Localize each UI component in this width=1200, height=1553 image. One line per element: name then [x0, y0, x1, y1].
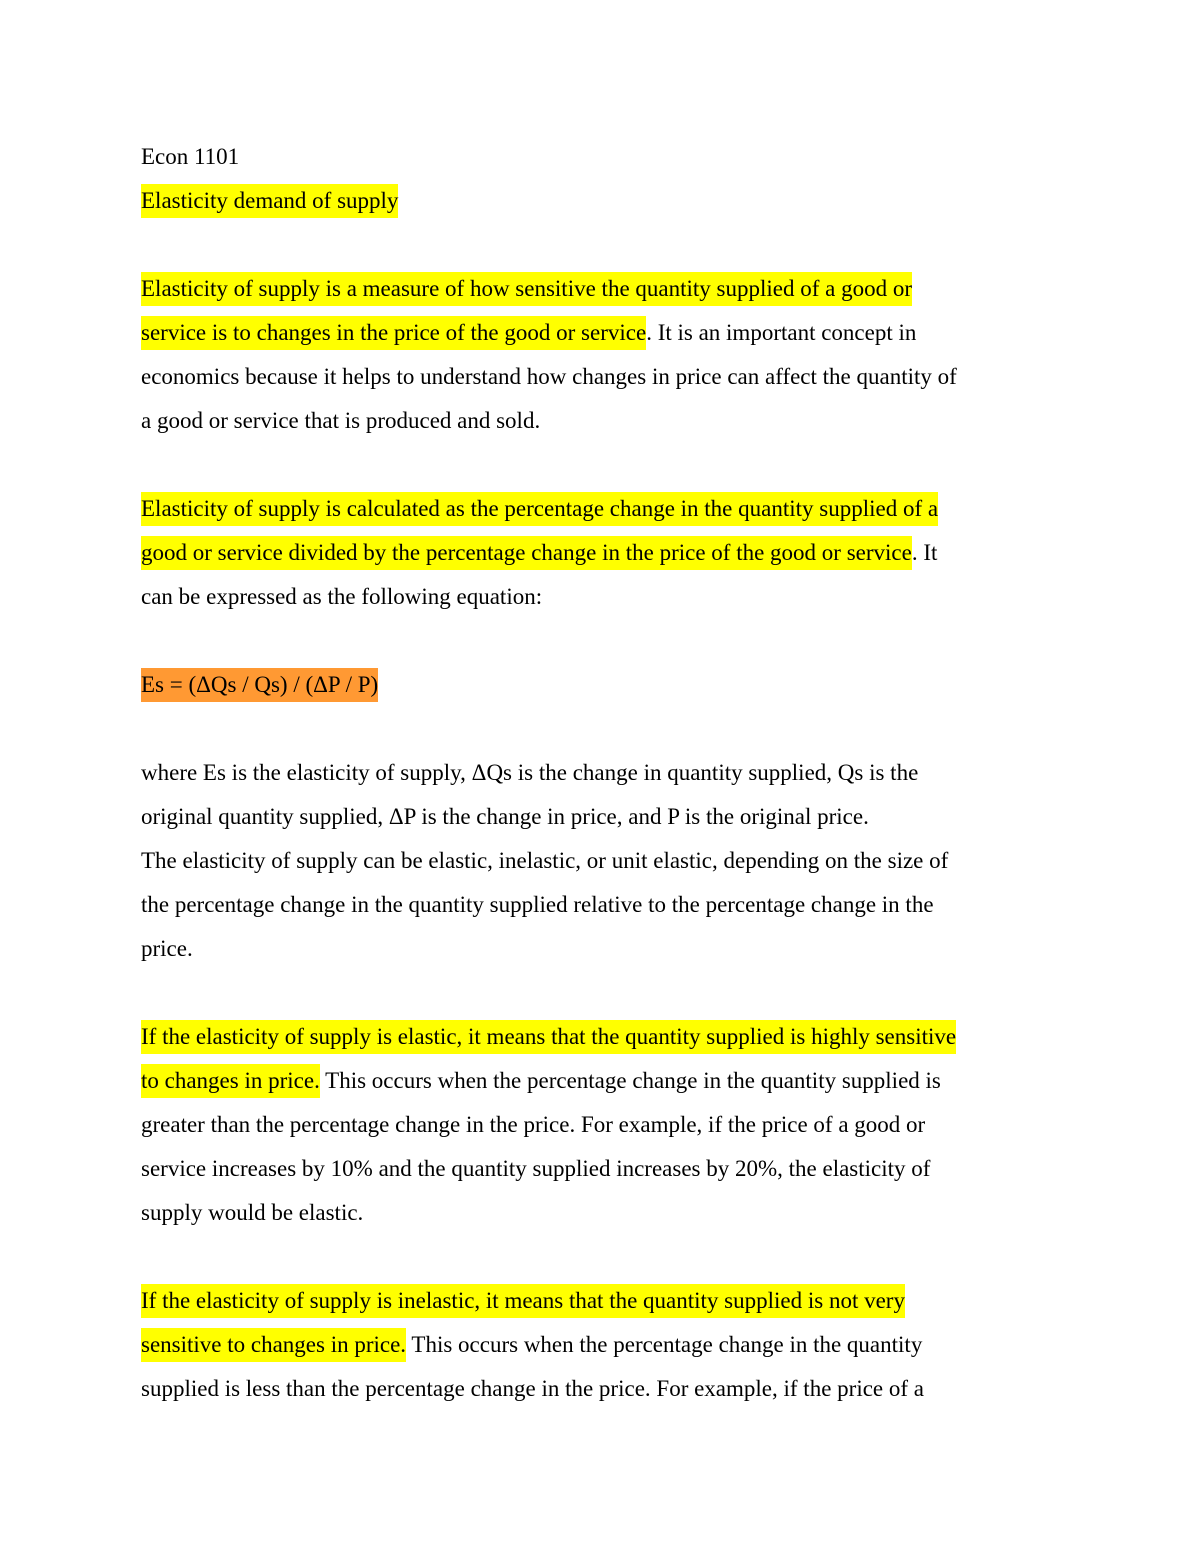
body-text: supplied is less than the percentage change in the price. For example, if the price of a [141, 1376, 924, 1401]
text-line [141, 751, 1061, 795]
blank-line [141, 223, 1061, 267]
body-text: . It is an important concept in [646, 320, 917, 345]
blank-line [141, 619, 1061, 663]
body-text: a good or service that is produced and sold. [141, 408, 541, 433]
blank-line [141, 971, 1061, 1015]
text-line [141, 1015, 1061, 1059]
body-text: This occurs when the percentage change in the quantity [406, 1332, 923, 1357]
text-line [141, 839, 1061, 883]
blank-line [141, 707, 1061, 751]
body-text: . It [911, 540, 938, 565]
body-text: Econ 1101 [141, 144, 240, 169]
text-line [141, 795, 1061, 839]
body-text: can be expressed as the following equation: [141, 584, 543, 609]
highlighted-text: to changes in price. [141, 1064, 320, 1098]
text-line [141, 487, 1061, 531]
text-line [141, 927, 1061, 971]
body-text: supply would be elastic. [141, 1200, 364, 1225]
body-text: the percentage change in the quantity supplied relative to the percentage change in the [141, 892, 934, 917]
text-line [141, 883, 1061, 927]
text-line [141, 267, 1061, 311]
body-text: greater than the percentage change in the price. For example, if the price of a good or [141, 1112, 926, 1137]
text-line [141, 1279, 1061, 1323]
highlighted-text: Elasticity of supply is a measure of how sensitive the quantity supplied of a good or [141, 272, 912, 306]
body-text: service increases by 10% and the quantity supplied increases by 20%, the elasticity of [141, 1156, 931, 1181]
text-line [141, 355, 1061, 399]
text-line [141, 1323, 1061, 1367]
text-line [141, 1059, 1061, 1103]
body-text: price. [141, 936, 193, 961]
text-line [141, 575, 1061, 619]
text-line [141, 1103, 1061, 1147]
text-line [141, 1367, 1061, 1411]
highlighted-text: If the elasticity of supply is elastic, it means that the quantity supplied is highly sensitive [141, 1020, 956, 1054]
highlighted-text: If the elasticity of supply is inelastic, it means that the quantity supplied is not very [141, 1284, 905, 1318]
text-line [141, 399, 1061, 443]
highlighted-text: Elasticity demand of supply [141, 184, 398, 218]
text-line [141, 1191, 1061, 1235]
body-text: The elasticity of supply can be elastic, inelastic, or unit elastic, depending on the size of [141, 848, 949, 873]
text-line [141, 311, 1061, 355]
highlighted-text: Elasticity of supply is calculated as the percentage change in the quantity supplied of a [141, 492, 938, 526]
text-line [141, 1147, 1061, 1191]
text-line [141, 179, 1061, 223]
highlighted-text: Es = (ΔQs / Qs) / (ΔP / P) [141, 668, 378, 702]
document-body [141, 135, 1061, 1411]
body-text: economics because it helps to understand how changes in price can affect the quantity of [141, 364, 957, 389]
body-text: original quantity supplied, ΔP is the change in price, and P is the original price. [141, 804, 869, 829]
blank-line [141, 443, 1061, 487]
text-line [141, 531, 1061, 575]
body-text: This occurs when the percentage change in the quantity supplied is [319, 1068, 941, 1093]
text-line [141, 135, 1061, 179]
text-line [141, 663, 1061, 707]
highlighted-text: good or service divided by the percentage change in the price of the good or service [141, 536, 912, 570]
highlighted-text: service is to changes in the price of the good or service [141, 316, 646, 350]
highlighted-text: sensitive to changes in price. [141, 1328, 406, 1362]
body-text: where Es is the elasticity of supply, ΔQs is the change in quantity supplied, Qs is the [141, 760, 919, 785]
blank-line [141, 1235, 1061, 1279]
